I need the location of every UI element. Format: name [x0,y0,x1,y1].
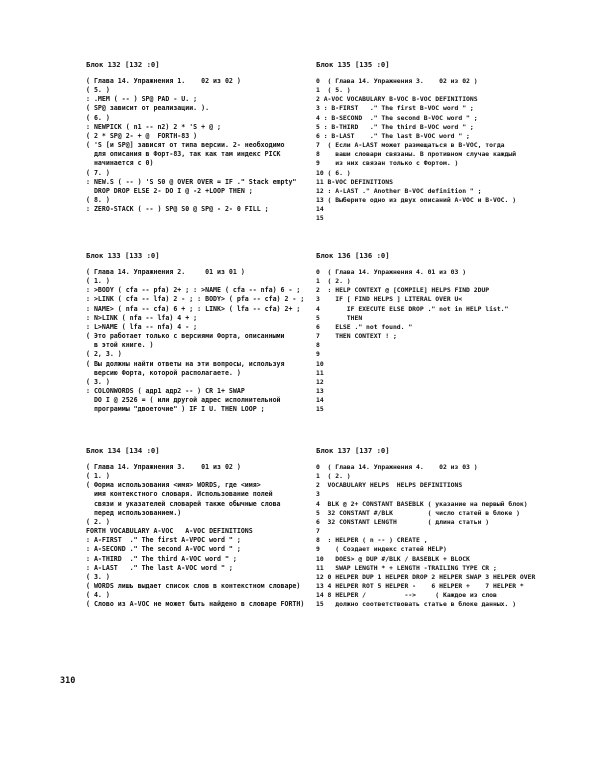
code-line: в этой книге. ) [86,341,154,350]
code-line: программы "двоеточие" ) IF I U. THEN LOOP ; [86,405,265,414]
block-header: Блок 133 [133 :0] [86,251,160,260]
code-line: ( 3. ) [86,572,110,581]
code-line: 9 ( Создает индекс статей HELP) [316,545,447,554]
code-line: : >BODY ( cfa -- pfa) 2+ ; : >NAME ( cfa -- nfa) 6 - ; [86,286,301,295]
code-line: : NEWPICK ( n1 -- n2) 2 * 'S + @ ; [86,122,221,131]
code-line: перед использованием.) [86,508,182,517]
code-line: 7 ( Если A-LAST может размещаться в B-VOC, тогда [316,141,505,150]
code-line: начинается с 0) [86,159,154,168]
code-line: 4 BLK @ 2+ CONSTANT BASEBLK ( указание на первый блок) [316,499,528,508]
code-line: 0 ( Глава 14. Упражнения 4. 01 из 03 ) [316,268,467,276]
block-header: Блок 136 [136 :0] [316,251,390,260]
code-line: 1 ( 2. ) [316,472,351,481]
code-line: 7 [316,527,320,536]
code-line: FORTH VOCABULARY A-VOC A-VOC DEFINITIONS [86,527,253,536]
code-line: : >LINK ( cfa -- lfa) 2 - ; : BODY> ( pfa -- cfa) 2 - ; [86,295,305,304]
block-header: Блок 134 [134 :0] [86,446,160,455]
code-line: ( WORDS лишь выдает список слов в контекстном словаре) [86,582,301,591]
code-line: ( 1. ) [86,472,110,481]
code-line: 3 [316,490,320,499]
block-136 [316,251,562,415]
code-line: 15 [316,214,324,223]
code-line: имя контекстного словаря. Использование полей [86,490,273,499]
code-line: связи и указателей словарей также обычные слова [86,499,281,508]
code-line: 1 ( 2. ) [316,277,351,286]
code-line: ( 7. ) [86,168,110,177]
block-header: Блок 132 [132 :0] [86,60,160,69]
code-line: 11 [316,368,324,377]
code-line: : N>LINK ( nfa -- lfa) 4 + ; [86,313,198,322]
code-line: 0 ( Глава 14. Упражнения 3. 02 из 02 ) [316,77,478,85]
block-134 [86,446,332,610]
code-line: 2 : HELP CONTEXT @ [COMPILE] HELPS FIND 2DUP [316,286,490,295]
code-line: ( 6. ) [86,113,110,122]
code-line: 15 [316,405,324,414]
code-line: 14 [316,205,324,214]
code-line: 15 должно соответствовать статье в блоке данных. ) [316,600,517,609]
code-line: 12 : A-LAST ." Another B-VOC definition " ; [316,186,482,195]
code-line: 6 32 CONSTANT LENGTH ( длина статьи ) [316,517,490,526]
code-line: ( 'S [и SP@] зависят от типа версии. 2- необходимо [86,141,285,150]
code-line: 9 из них связан только с Фортом. ) [316,159,459,168]
code-line: 2 A-VOC VOCABULARY B-VOC B-VOC DEFINITIONS [316,95,478,104]
code-line: 3 : B-FIRST ." The first B-VOC word " ; [316,104,474,113]
code-line: 2 VOCABULARY HELPS HELPS DEFINITIONS [316,481,463,490]
code-line: : ZERO-STACK ( -- ) SP@ S0 @ SP@ - 2- 0 FILL ; [86,205,269,214]
code-line: ( Глава 14. Упражнения 2. 01 из 01 ) [86,268,245,276]
code-line: ( 2. ) [86,517,110,526]
page-number: 310 [60,676,76,686]
code-line: 4 : B-SECOND ." The second B-VOC word " ; [316,113,478,122]
code-line: : L>NAME ( lfa -- nfa) 4 - ; [86,322,198,331]
code-line: ( Слово из A-VOC не может быть найдено в словаре FORTH) [86,600,305,609]
block-137 [316,446,562,610]
code-line: 4 IF EXECUTE ELSE DROP ." not in HELP list." [316,304,509,313]
block-header: Блок 137 [137 :0] [316,446,390,455]
code-line: 5 THEN [316,313,363,322]
code-line: ( Глава 14. Упражнения 1. 02 из 02 ) [86,77,241,85]
code-line: : A-LAST ." The last A-VOC word " ; [86,563,233,572]
block-135 [316,60,562,224]
code-line: 12 [316,377,324,386]
code-line: : A-SECOND ." The second A-VOC word " ; [86,545,241,554]
code-line: : A-FIRST ." The first A-VPOC word " ; [86,536,241,545]
code-line: 11 SWAP LENGTH * + LENGTH -TRAILING TYPE CR ; [316,563,497,572]
code-line: ( Это работает только с версиями Форта, описанными [86,332,285,341]
block-133 [86,251,332,415]
code-line: ( 4. ) [86,591,110,600]
code-line: : A-THIRD ." The third A-VOC word " ; [86,554,237,563]
block-header: Блок 135 [135 :0] [316,60,390,69]
code-line: 11 B-VOC DEFINITIONS [316,177,393,186]
code-line: : NEW.S ( -- ) 'S S0 @ OVER OVER = IF ." Stack empty" [86,177,297,186]
code-line: ( 3. ) [86,377,110,386]
code-line: 5 32 CONSTANT #/BLK ( число статей в блоке ) [316,508,520,517]
code-line: ( 2 * SP@ 2- + @ FORTH-83 ) [86,131,198,140]
code-line: 5 : B-THIRD ." The third B-VOC word " ; [316,122,474,131]
code-line: 14 8 HELPER / --> ( Каждое из слов [316,591,497,600]
code-line: DO I @ 2526 = ( или другой адрес исполнительной [86,396,281,405]
code-line: 13 4 HELPER ROT 5 HELPER - 6 HELPER + 7 HELPER * [316,582,524,591]
code-line: ( 2, 3. ) [86,350,122,359]
code-line: 9 [316,350,320,359]
code-line: 13 ( Выберите одно из двух описаний A-VOC и B-VOC. ) [316,196,517,205]
code-line: ( Вы должны найти ответы на эти вопросы, используя [86,359,285,368]
code-line: : COLONWORDS ( адр1 адр2 -- ) CR 1+ SWAP [86,387,245,396]
code-line: 10 DOES> @ DUP #/BLK / BASEBLK + BLOCK [316,554,470,563]
code-line: 14 [316,396,324,405]
code-line: 13 [316,387,324,396]
code-line: ( 1. ) [86,277,110,286]
code-line: 7 THEN CONTEXT ! ; [316,332,397,341]
code-line: 8 [316,341,320,350]
code-line: для описания в Форт-83, так как там индекс PICK [86,150,281,159]
code-line: 12 0 HELPER DUP 1 HELPER DROP 2 HELPER SWAP 3 HELPER OVER [316,572,536,581]
code-line: 0 ( Глава 14. Упражнения 4. 02 из 03 ) [316,463,478,471]
code-line: ( 8. ) [86,196,110,205]
code-line: 8 ваши словари связаны. В противном случае каждый [316,150,517,159]
code-line: DROP DROP ELSE 2- DO I @ -2 +LOOP THEN ; [86,186,253,195]
code-line: 6 : B-LAST ." The last B-VOC word " ; [316,131,470,140]
code-line: 10 [316,359,324,368]
code-line: ( 5. ) [86,86,110,95]
block-132 [86,60,332,214]
code-line: версию Форта, которой располагаете. ) [86,368,241,377]
code-line: : .MEM ( -- ) SP@ PAD - U. ; [86,95,198,104]
code-line: 3 IF [ FIND HELPS ] LITERAL OVER U< [316,295,463,304]
code-line: ( Глава 14. Упражнения 3. 01 из 02 ) [86,463,241,471]
code-line: ( SP@ зависит от реализации. ). [86,104,210,113]
code-line: 6 ELSE ." not found. " [316,322,413,331]
code-line: ( Форма использования <имя> WORDS, где <имя> [86,481,261,490]
code-line: : NAME> ( nfa -- cfa) 6 + ; : LINK> ( lfa -- cfa) 2+ ; [86,304,301,313]
code-line: 1 ( 5. ) [316,86,351,95]
code-line: 10 ( 6. ) [316,168,351,177]
code-line: 8 : HELPER ( n -- ) CREATE , [316,536,428,545]
